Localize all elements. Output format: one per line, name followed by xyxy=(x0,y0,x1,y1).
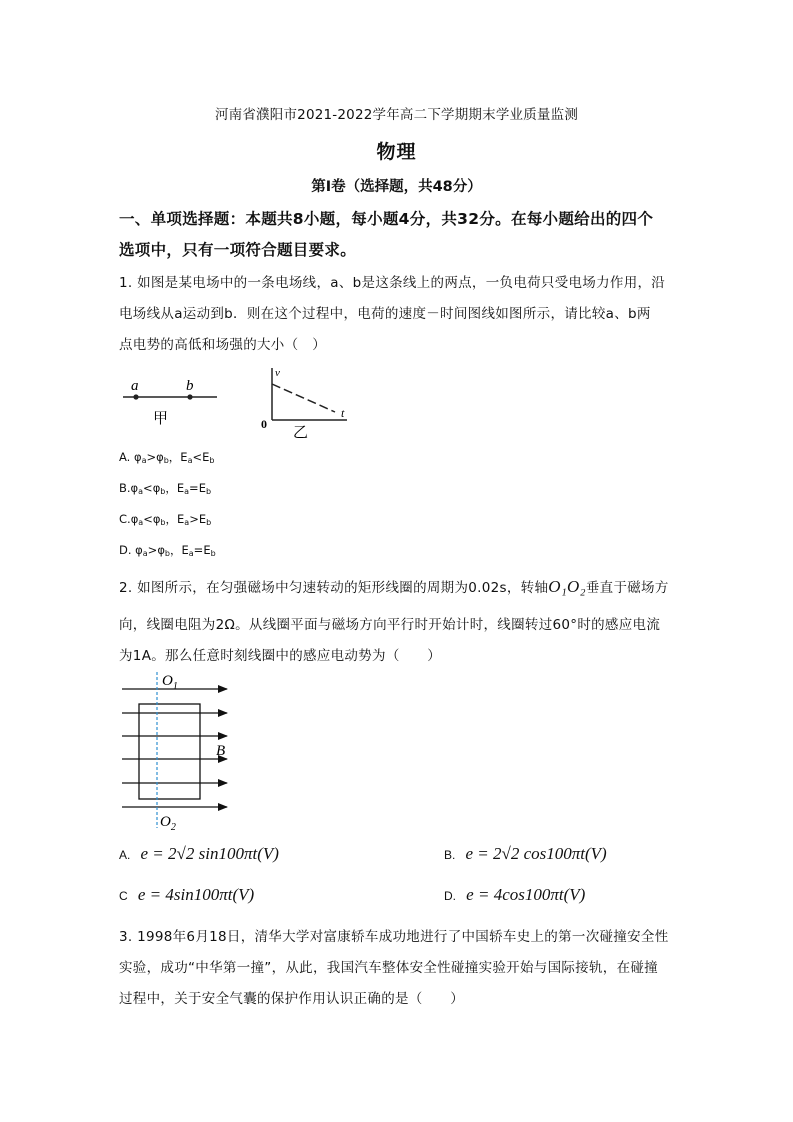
q2-line2: 向，线圈电阻为2Ω。从线圈平面与磁场方向平行时开始计时，线圈转过60°时的感应电流 xyxy=(119,617,661,633)
q1-figure-vt-graph xyxy=(255,362,355,442)
q2-option-d-formula: e = 4cos100πt(V) xyxy=(466,885,586,904)
q1-option-a[interactable]: A. $\varphi_a>\varphi_b$，$E_a<E_b$ xyxy=(119,450,215,465)
v-axis-label: v xyxy=(275,367,280,379)
q1-option-d[interactable]: D. $\varphi_a>\varphi_b$，$E_a=E_b$ xyxy=(119,543,216,558)
exam-title: 河南省濮阳市2021-2022学年高二下学期期末学业质量监测 xyxy=(214,107,579,123)
q1-line1: 1. 如图是某电场中的一条电场线，a、b是这条线上的两点，一负电荷只受电场力作用，沿 xyxy=(119,275,666,291)
q2-option-b-formula: e = 2√2 cos100πt(V) xyxy=(465,844,607,863)
q1-line2: 电场线从a运动到b．则在这个过程中，电荷的速度－时间图线如图所示，请比较a、b两 xyxy=(119,306,651,322)
section-title: 第Ⅰ卷（选择题，共48分） xyxy=(311,179,482,195)
o2-label: $O_2$ xyxy=(160,814,176,833)
figure-jia-caption: 甲 xyxy=(153,411,169,427)
q2-option-b[interactable]: B. e = 2√2 cos100πt(V) xyxy=(444,844,607,863)
part1-heading-line1: 一、单项选择题：本题共8小题，每小题4分，共32分。在每小题给出的四个 xyxy=(119,210,654,228)
q2-option-d[interactable]: D. e = 4cos100πt(V) xyxy=(444,885,586,904)
axis-symbol: O₁O₂ xyxy=(548,577,586,596)
point-a-dot xyxy=(133,394,138,399)
vt-line xyxy=(272,384,335,412)
subject-title: 物理 xyxy=(376,141,417,163)
q2-option-a[interactable]: A. e = 2√2 sin100πt(V) xyxy=(119,844,279,863)
q1-figure-field-line xyxy=(119,368,244,438)
q2-line3: 为1A。那么任意时刻线圈中的感应电动势为（ ） xyxy=(119,648,442,664)
point-b-dot xyxy=(187,394,192,399)
origin-label: 0 xyxy=(261,417,267,431)
q3-line2: 实验，成功“中华第一撞”，从此，我国汽车整体安全性碰撞实验开始与国际接轨，在碰撞 xyxy=(119,960,658,976)
q2-figure-coil xyxy=(117,668,242,833)
q1-line3: 点电势的高低和场强的大小（ ） xyxy=(119,337,326,353)
q2-option-c[interactable]: C e = 4sin100πt(V) xyxy=(119,885,255,904)
q3-line1: 3. 1998年6月18日，清华大学对富康轿车成功地进行了中国轿车史上的第一次碰撞安全性 xyxy=(119,929,669,945)
q2-option-c-formula: e = 4sin100πt(V) xyxy=(137,885,255,904)
t-axis-label: t xyxy=(341,406,345,420)
point-b-label: b xyxy=(186,378,194,394)
q1-option-b[interactable]: $B.\varphi_a<\varphi_b$，$E_a=E_b$ xyxy=(119,481,212,496)
rectangular-coil xyxy=(139,704,200,799)
q2-option-a-formula: e = 2√2 sin100πt(V) xyxy=(140,844,279,863)
point-a-label: a xyxy=(131,378,139,394)
q1-option-c[interactable]: $C.\varphi_a<\varphi_b$，$E_a>E_b$ xyxy=(119,512,212,527)
q3-line3: 过程中，关于安全气囊的保护作用认识正确的是（ ） xyxy=(119,991,464,1007)
b-field-label: B xyxy=(216,743,226,759)
figure-yi-caption: 乙 xyxy=(293,425,309,441)
q2-line1: 2. 如图所示，在匀强磁场中匀速转动的矩形线圈的周期为0.02s，转轴O₁O₂垂直于磁场方 xyxy=(119,577,669,596)
o1-label: $O_1$ xyxy=(162,673,178,692)
part1-heading-line2: 选项中，只有一项符合题目要求。 xyxy=(119,241,357,259)
